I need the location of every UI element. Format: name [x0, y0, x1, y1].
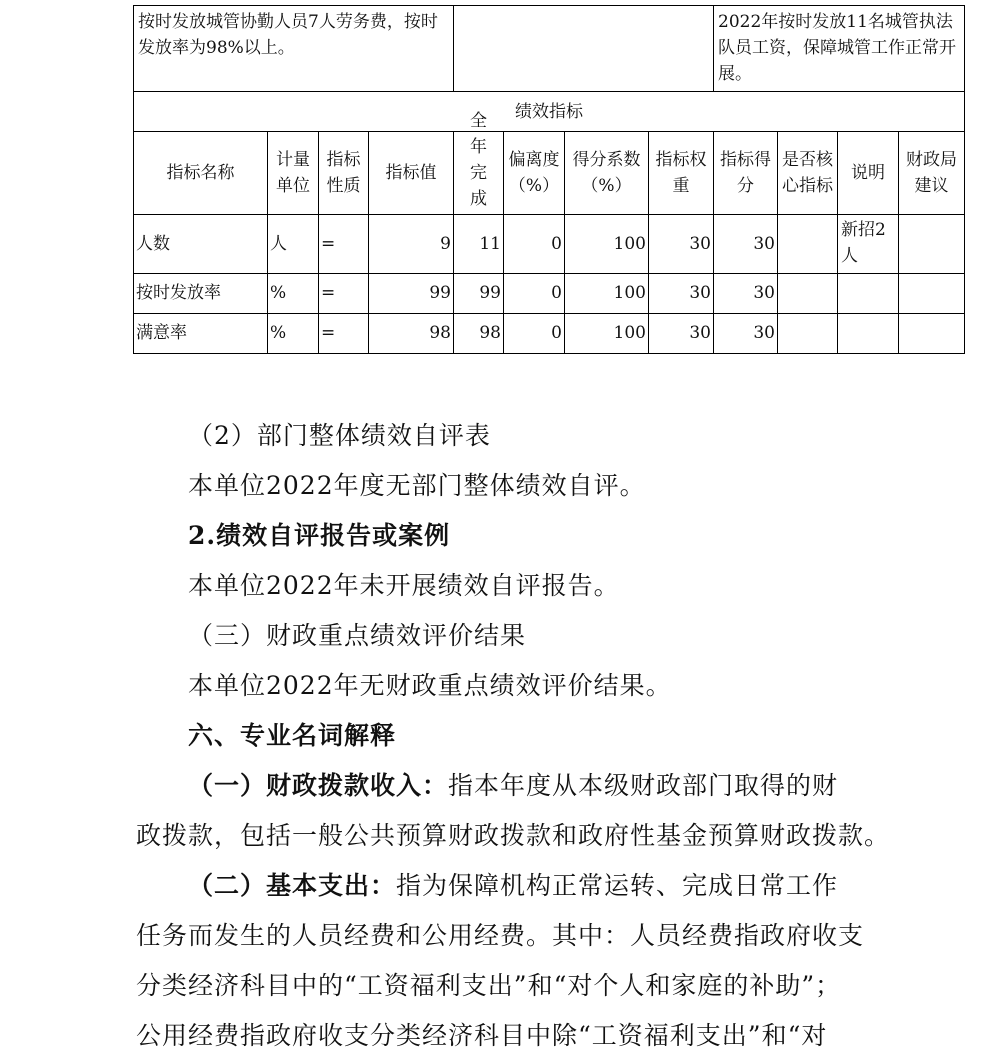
header-note: 说明	[837, 131, 899, 215]
row3-name: 满意率	[133, 313, 268, 354]
header-deviation: 偏离度（%）	[503, 131, 565, 215]
row2-coef: 100	[564, 273, 649, 314]
row2-nature: =	[318, 273, 369, 314]
row2-deviation: 0	[503, 273, 565, 314]
row2-advice	[898, 273, 965, 314]
paragraph-line: 分类经济科目中的“工资福利支出”和“对个人和家庭的补助”；	[136, 971, 842, 1000]
row1-nature: =	[318, 214, 369, 274]
header-nature: 指标性质	[318, 131, 369, 215]
subheading-dept-self-eval: （2）部门整体绩效自评表	[188, 421, 491, 450]
row3-completed: 98	[453, 313, 504, 354]
row1-core	[777, 214, 838, 274]
goal-cell	[133, 5, 454, 92]
paragraph-line: 政拨款，包括一般公共预算财政拨款和政府性基金预算财政拨款。	[136, 821, 891, 850]
term-label: （二）基本支出：	[188, 871, 397, 900]
term-label: （一）财政拨款收入：	[188, 771, 449, 800]
section-label: 绩效指标	[133, 91, 965, 132]
paragraph-no-dept-eval: 本单位2022年度无部门整体绩效自评。	[188, 471, 646, 500]
header-finance-advice: 财政局建议	[898, 131, 965, 215]
term-fiscal-appropriation	[188, 761, 838, 811]
row1-deviation: 0	[503, 214, 565, 274]
header-unit: 计量单位	[267, 131, 319, 215]
row1-coef: 100	[564, 214, 649, 274]
row1-unit: 人	[267, 214, 319, 274]
row3-nature: =	[318, 313, 369, 354]
header-indicator-name: 指标名称	[133, 131, 268, 215]
header-annual-completed: 全年完成	[453, 131, 504, 215]
row2-weight: 30	[648, 273, 714, 314]
row3-note	[837, 313, 899, 354]
heading-terms: 六、专业名词解释	[188, 721, 397, 750]
subheading-key-eval: （三）财政重点绩效评价结果	[188, 621, 527, 650]
row3-weight: 30	[648, 313, 714, 354]
heading-self-eval-report: 2.绩效自评报告或案例	[188, 521, 451, 550]
row2-value: 99	[368, 273, 454, 314]
row3-core	[777, 313, 838, 354]
header-core: 是否核心指标	[777, 131, 838, 215]
row3-advice	[898, 313, 965, 354]
row1-value: 9	[368, 214, 454, 274]
row1-completed: 11	[453, 214, 504, 274]
row3-unit: %	[267, 313, 319, 354]
row2-note	[837, 273, 899, 314]
blank-cell	[453, 5, 714, 92]
header-weight: 指标权重	[648, 131, 714, 215]
row3-score: 30	[713, 313, 778, 354]
row3-deviation: 0	[503, 313, 565, 354]
row1-score: 30	[713, 214, 778, 274]
row1-name: 人数	[133, 214, 268, 274]
header-score-coef: 得分系数（%）	[564, 131, 649, 215]
term-basic-expenditure	[188, 861, 838, 911]
header-score: 指标得分	[713, 131, 778, 215]
row2-completed: 99	[453, 273, 504, 314]
row3-value: 98	[368, 313, 454, 354]
paragraph-no-report: 本单位2022年未开展绩效自评报告。	[188, 571, 620, 600]
paragraph-line: 任务而发生的人员经费和公用经费。其中：人员经费指政府收支	[136, 921, 865, 950]
term-text: 指本年度从本级财政部门取得的财	[448, 771, 839, 800]
row2-unit: %	[267, 273, 319, 314]
row1-advice	[898, 214, 965, 274]
paragraph-line: 公用经费指政府收支分类经济科目中除“工资福利支出”和“对	[136, 1021, 828, 1050]
header-value: 指标值	[368, 131, 454, 215]
term-text: 指为保障机构正常运转、完成日常工作	[396, 871, 839, 900]
row1-weight: 30	[648, 214, 714, 274]
goal-text: 按时发放城管协勤人员7人劳务费，按时发放率为98%以上。	[138, 12, 438, 58]
paragraph-no-key-eval: 本单位2022年无财政重点绩效评价结果。	[188, 671, 672, 700]
row2-core	[777, 273, 838, 314]
result-cell	[713, 5, 965, 92]
row3-coef: 100	[564, 313, 649, 354]
row2-name: 按时发放率	[133, 273, 268, 314]
row2-score: 30	[713, 273, 778, 314]
result-text: 2022年按时发放11名城管执法队员工资，保障城管工作正常开展。	[718, 12, 956, 84]
row1-note: 新招2人	[837, 214, 899, 274]
